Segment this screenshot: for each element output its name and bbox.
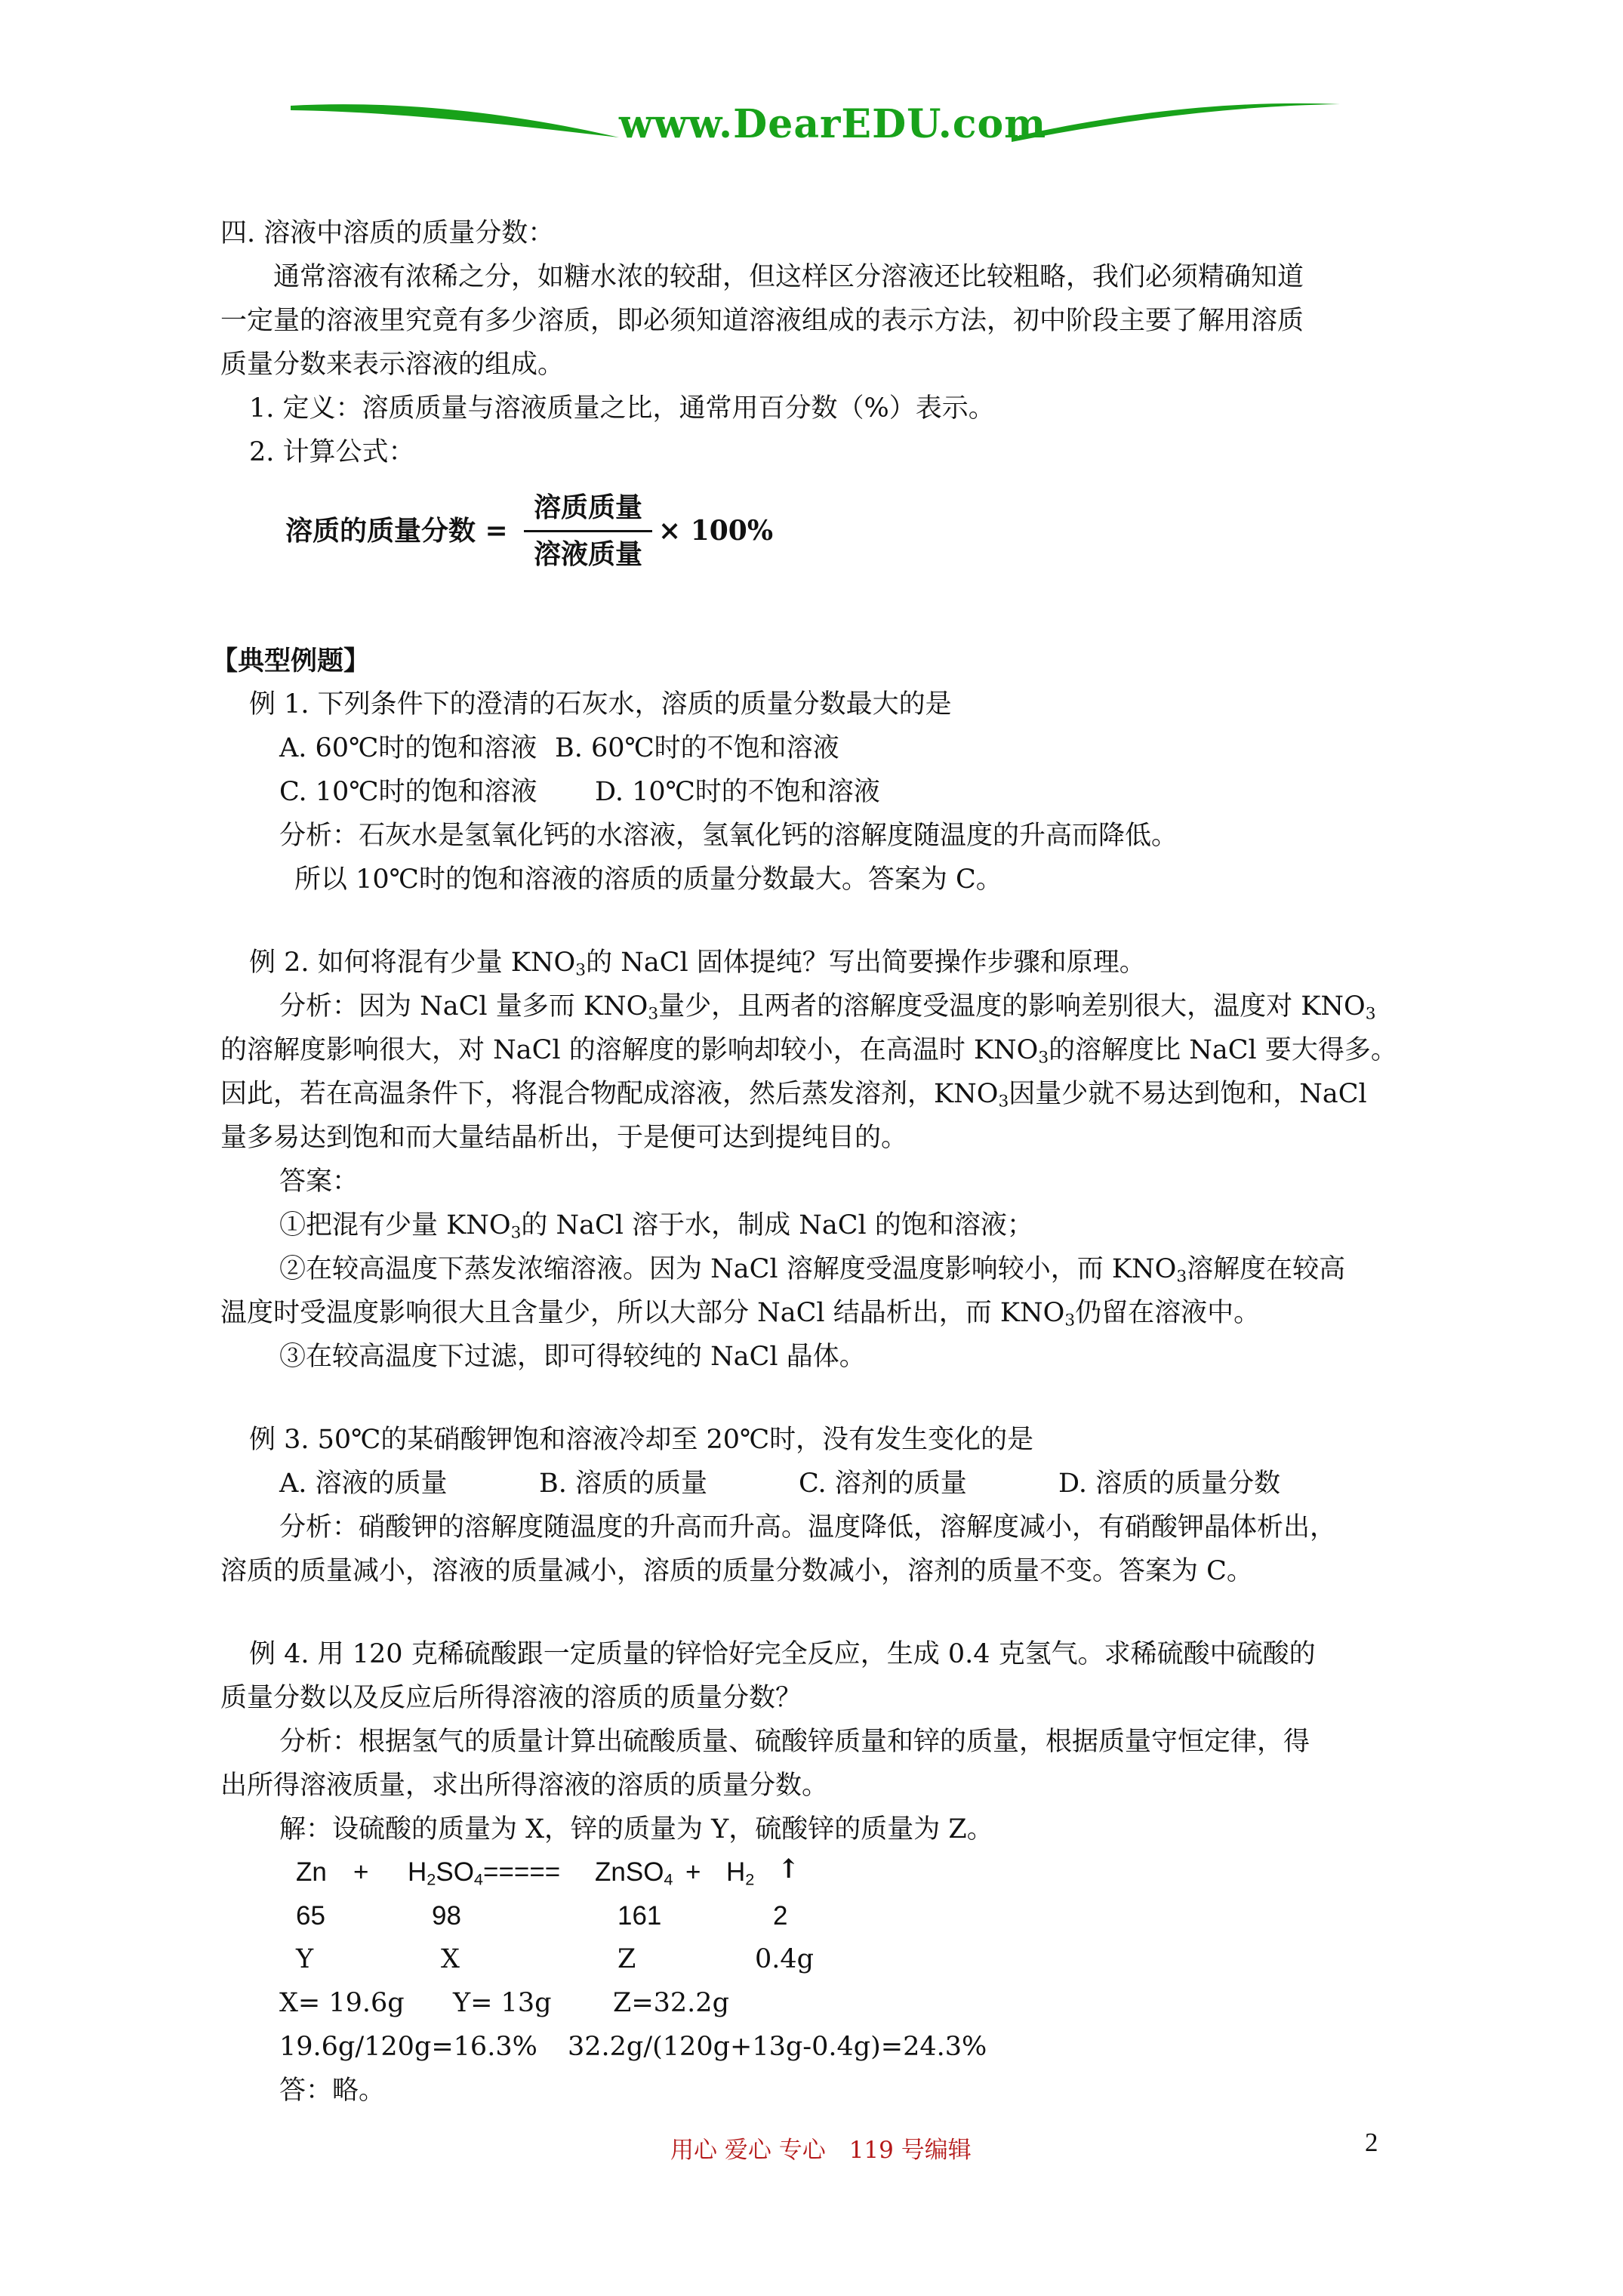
answer-step: 温度时受温度影响很大且含量少，所以大部分 NaCl 结晶析出，而 $KNO_3$仍留在溶液中。 — [220, 1298, 1261, 1330]
unknown-var: 0.4g — [755, 1944, 815, 1974]
paragraph-line: 通常溶液有浓稀之分，如糖水浓的较甜，但这样区分溶液还比较粗略，我们必须精确知道 — [273, 262, 1304, 292]
equation-zn: Zn — [296, 1857, 327, 1887]
analysis-line: 分析：硝酸钾的溶解度随温度的升高而升高。温度降低，溶解度减小，有硝酸钾晶体析出， — [279, 1512, 1337, 1542]
page-number: 2 — [1365, 2128, 1378, 2157]
definition-item: 1. 定义：溶质质量与溶液质量之比，通常用百分数（%）表示。 — [249, 393, 995, 424]
logo-text: www.DearEDU.com — [619, 101, 1047, 147]
left-swoosh-icon — [287, 91, 619, 151]
examples-heading: 【典型例题】 — [211, 646, 371, 676]
option-a: A. 60℃时的饱和溶液 — [279, 733, 537, 763]
analysis-line: 溶质的质量减小，溶液的质量减小，溶质的质量分数减小，溶剂的质量不变。答案为 C。 — [220, 1556, 1253, 1586]
answer-step: ③在较高温度下过滤，即可得较纯的 NaCl 晶体。 — [279, 1342, 866, 1372]
formula-lhs: 溶质的质量分数 = — [285, 515, 508, 547]
header-logo — [287, 91, 1344, 159]
option-d: D. 溶质的质量分数 — [1058, 1469, 1281, 1499]
result-y: Y= 13g — [453, 1988, 552, 2018]
equation-h2: $H_2$ — [726, 1857, 755, 1889]
analysis-line: 出所得溶液质量，求出所得溶液的溶质的质量分数。 — [220, 1771, 829, 1801]
option-d: D. 10℃时的不饱和溶液 — [595, 777, 880, 807]
analysis-line: 的溶解度影响很大，对 NaCl 的溶解度的影响却较小，在高温时 $KNO_3$的溶解度比 NaCl 要大得多。 — [220, 1035, 1397, 1068]
calculation: 19.6g/120g=16.3% — [279, 2032, 537, 2062]
option-c: C. 溶剂的质量 — [799, 1469, 967, 1499]
example-4-question: 例 4. 用 120 克稀硫酸跟一定质量的锌恰好完全反应，生成 0.4 克氢气。求稀硫酸中硫酸的 — [249, 1639, 1316, 1669]
calculation: 32.2g/(120g+13g-0.4g)=24.3% — [568, 2032, 987, 2062]
result-x: X= 19.6g — [279, 1988, 405, 2018]
equation-znso4: ZnSO$_4$ — [595, 1857, 673, 1889]
gas-arrow-icon: ↑ — [778, 1854, 800, 1885]
unknown-var: X — [441, 1944, 460, 1974]
formula-multiplier: × 100% — [658, 515, 774, 547]
unknown-var: Y — [296, 1944, 314, 1974]
answer-label: 答案： — [279, 1166, 359, 1197]
solution-line: 解：设硫酸的质量为 X，锌的质量为 Y，硫酸锌的质量为 Z。 — [279, 1814, 993, 1845]
analysis-line: 量多易达到饱和而大量结晶析出，于是便可达到提纯目的。 — [220, 1123, 908, 1153]
equation-equals: ===== — [483, 1857, 561, 1887]
paragraph-line: 质量分数来表示溶液的组成。 — [220, 350, 565, 380]
mass-fraction-formula — [285, 483, 814, 581]
example-3-question: 例 3. 50℃的某硝酸钾饱和溶液冷却至 20℃时，没有发生变化的是 — [249, 1425, 1034, 1455]
equation-h2so4: $H_2SO_4$ — [408, 1857, 483, 1889]
formula-numerator: 溶质质量 — [533, 492, 642, 523]
example-4-question: 质量分数以及反应后所得溶液的溶质的质量分数？ — [220, 1683, 802, 1713]
formula-denominator: 溶液质量 — [533, 538, 642, 570]
right-swoosh-icon — [1012, 91, 1344, 151]
section-title: 四. 溶液中溶质的质量分数： — [220, 218, 555, 248]
answer-step: ①把混有少量 $KNO_3$的 NaCl 溶于水，制成 NaCl 的饱和溶液； — [279, 1210, 1033, 1243]
option-b: B. 60℃时的不饱和溶液 — [555, 733, 839, 763]
final-answer: 答：略。 — [279, 2076, 386, 2106]
answer-step: ②在较高温度下蒸发浓缩溶液。因为 NaCl 溶解度受温度影响较小，而 $KNO_3$溶解度在较高 — [279, 1254, 1346, 1287]
relative-mass: 2 — [773, 1901, 788, 1931]
unknown-var: Z — [617, 1944, 636, 1974]
equation-plus: + — [685, 1857, 701, 1887]
option-b: B. 溶质的质量 — [539, 1469, 707, 1499]
footer-text: 用心 爱心 专心 119 号编辑 — [670, 2137, 972, 2164]
analysis-line: 因此，若在高温条件下，将混合物配成溶液，然后蒸发溶剂，$KNO_3$因量少就不易达到饱和，NaCl — [220, 1079, 1367, 1111]
formula-title: 2. 计算公式： — [249, 437, 415, 467]
relative-mass: 98 — [432, 1901, 461, 1931]
option-a: A. 溶液的质量 — [279, 1469, 448, 1499]
result-z: Z=32.2g — [613, 1988, 729, 2018]
analysis-line: 分析：石灰水是氢氧化钙的水溶液，氢氧化钙的溶解度随温度的升高而降低。 — [279, 821, 1178, 851]
fraction-bar — [524, 530, 652, 532]
analysis-line: 分析：因为 NaCl 量多而 $KNO_3$量少，且两者的溶解度受温度的影响差别很大，温度对 $KNO_3$ — [279, 991, 1376, 1024]
paragraph-line: 一定量的溶液里究竟有多少溶质，即必须知道溶液组成的表示方法，初中阶段主要了解用溶质 — [220, 306, 1304, 336]
relative-mass: 65 — [296, 1901, 325, 1931]
analysis-line: 所以 10℃时的饱和溶液的溶质的质量分数最大。答案为 C。 — [294, 864, 1002, 895]
analysis-line: 分析：根据氢气的质量计算出硫酸质量、硫酸锌质量和锌的质量，根据质量守恒定律，得 — [279, 1727, 1310, 1757]
option-c: C. 10℃时的饱和溶液 — [279, 777, 537, 807]
example-1-question: 例 1. 下列条件下的澄清的石灰水，溶质的质量分数最大的是 — [249, 689, 952, 720]
relative-mass: 161 — [617, 1901, 662, 1931]
equation-plus: + — [353, 1857, 369, 1887]
example-2-question: 例 2. 如何将混有少量 $KNO_3$的 NaCl 固体提纯？写出简要操作步骤和原理。 — [249, 948, 1146, 980]
